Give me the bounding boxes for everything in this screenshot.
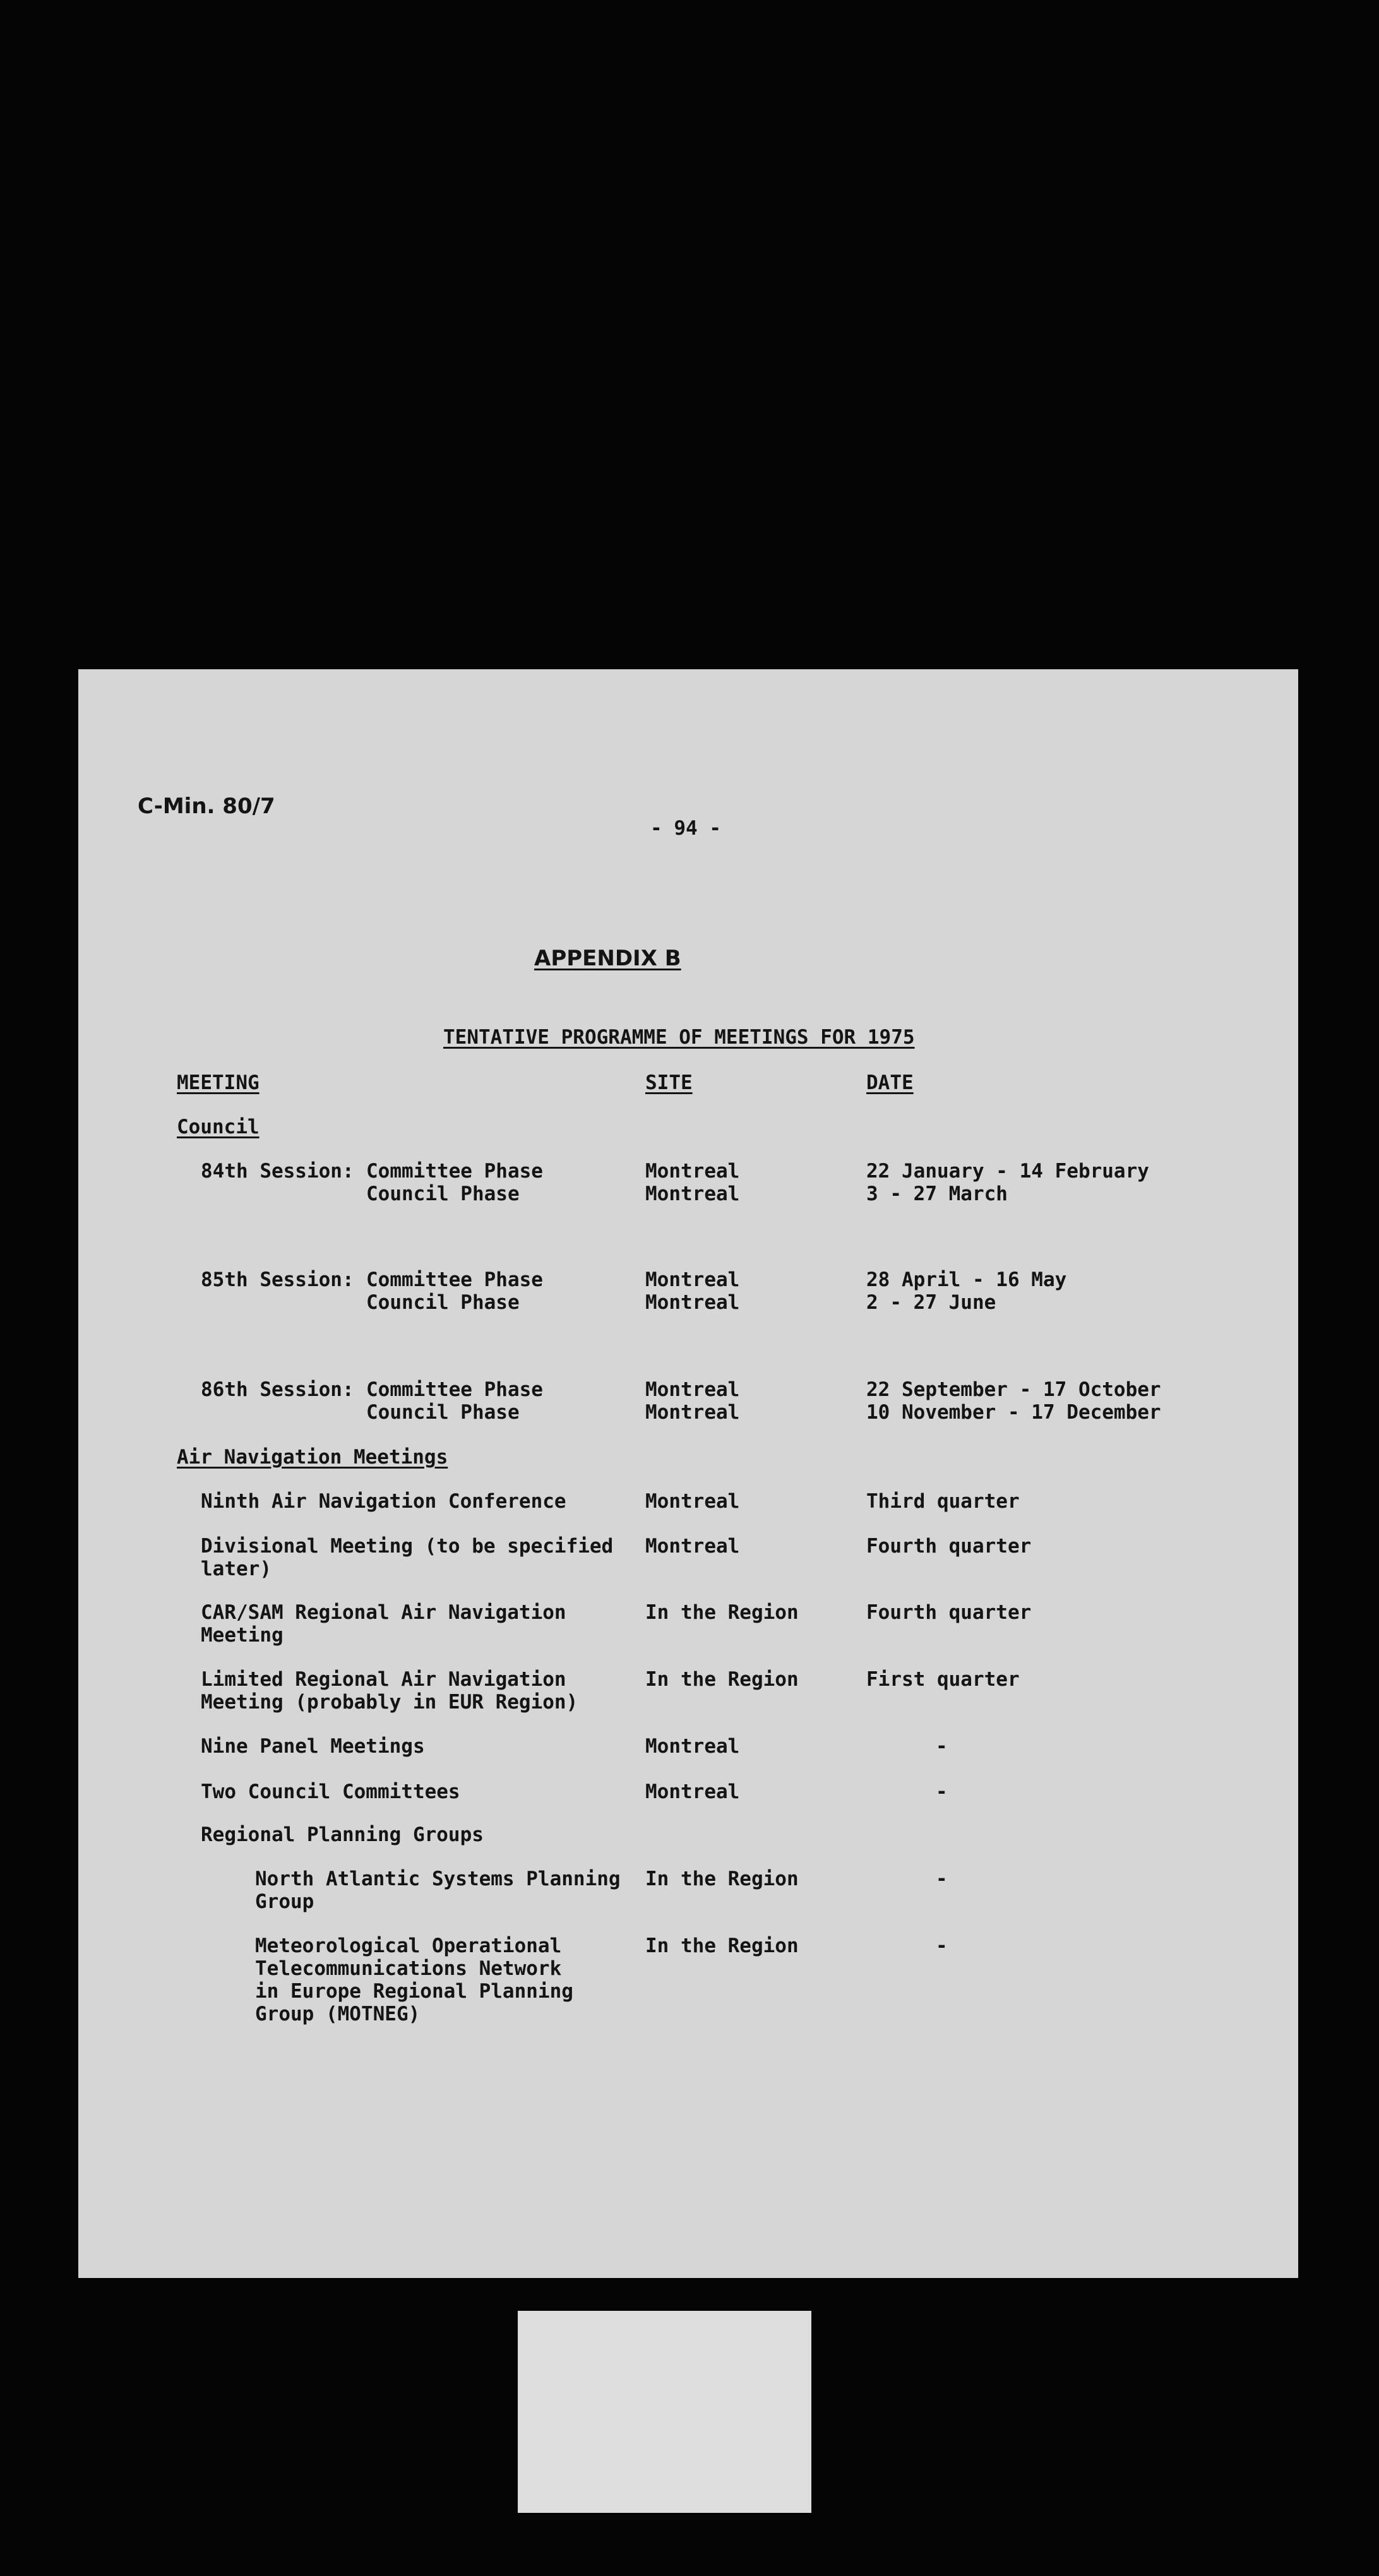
column-header-date: DATE — [866, 1071, 914, 1094]
site-value: Montreal — [645, 1490, 740, 1513]
column-header-meeting: MEETING — [177, 1071, 260, 1094]
site-value: Montreal — [645, 1735, 740, 1758]
meeting-name: CAR/SAM Regional Air Navigation Meeting — [201, 1601, 566, 1647]
site-value: Montreal — [645, 1183, 740, 1205]
date-value: Fourth quarter — [866, 1535, 1032, 1558]
document-reference: C-Min. 80/7 — [138, 794, 275, 819]
session-label: 86th Session: — [201, 1378, 354, 1401]
meeting-name: Limited Regional Air Navigation Meeting (probably in EUR Region) — [201, 1668, 578, 1714]
meeting-name: Nine Panel Meetings — [201, 1735, 425, 1758]
phase-label: Council Phase — [366, 1183, 520, 1205]
site-value: In the Region — [645, 1868, 799, 1890]
meeting-name: North Atlantic Systems Planning Group — [255, 1868, 621, 1913]
site-value: Montreal — [645, 1378, 740, 1401]
site-value: Montreal — [645, 1780, 740, 1803]
date-value: First quarter — [866, 1668, 1020, 1691]
document-page — [78, 669, 1298, 2278]
phase-label: Council Phase — [366, 1291, 520, 1314]
phase-label: Committee Phase — [366, 1160, 543, 1183]
subsection-heading-planning-groups: Regional Planning Groups — [201, 1823, 484, 1846]
date-value: - — [936, 1868, 948, 1890]
column-header-site: SITE — [645, 1071, 693, 1094]
date-value: 2 - 27 June — [866, 1291, 996, 1314]
site-value: Montreal — [645, 1535, 740, 1558]
phase-label: Committee Phase — [366, 1268, 543, 1291]
date-value: - — [936, 1780, 948, 1803]
site-value: In the Region — [645, 1668, 799, 1691]
section-heading-council: Council — [177, 1116, 260, 1138]
meeting-name: Two Council Committees — [201, 1780, 460, 1803]
date-value: 28 April - 16 May — [866, 1268, 1067, 1291]
site-value: Montreal — [645, 1160, 740, 1183]
page-number: - 94 - — [650, 817, 721, 840]
date-value: 22 September - 17 October — [866, 1378, 1161, 1401]
site-value: In the Region — [645, 1601, 799, 1624]
phase-label: Committee Phase — [366, 1378, 543, 1401]
programme-title: TENTATIVE PROGRAMME OF MEETINGS FOR 1975 — [443, 1026, 915, 1049]
next-page-stub — [518, 2311, 811, 2513]
date-value: 3 - 27 March — [866, 1183, 1008, 1205]
phase-label: Council Phase — [366, 1401, 520, 1424]
site-value: Montreal — [645, 1401, 740, 1424]
site-value: In the Region — [645, 1935, 799, 1957]
date-value: - — [936, 1935, 948, 1957]
meeting-name: Divisional Meeting (to be specified later) — [201, 1535, 614, 1580]
site-value: Montreal — [645, 1268, 740, 1291]
meeting-name: Meteorological Operational Telecommunications Network in Europe Regional Planning Group (MOTNEG) — [255, 1935, 573, 2025]
date-value: - — [936, 1735, 948, 1758]
site-value: Montreal — [645, 1291, 740, 1314]
appendix-title: APPENDIX B — [534, 946, 681, 971]
meeting-name: Ninth Air Navigation Conference — [201, 1490, 566, 1513]
section-heading-air-navigation: Air Navigation Meetings — [177, 1446, 448, 1469]
session-label: 84th Session: — [201, 1160, 354, 1183]
date-value: 22 January - 14 February — [866, 1160, 1149, 1183]
session-label: 85th Session: — [201, 1268, 354, 1291]
date-value: Fourth quarter — [866, 1601, 1032, 1624]
date-value: Third quarter — [866, 1490, 1020, 1513]
date-value: 10 November - 17 December — [866, 1401, 1161, 1424]
